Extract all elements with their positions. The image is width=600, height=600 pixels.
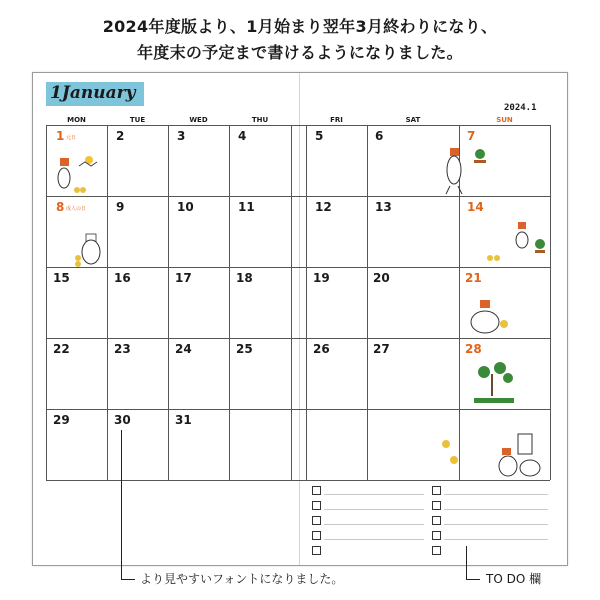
day-19[interactable]: 19 bbox=[313, 271, 330, 285]
grid-top-line bbox=[46, 125, 550, 126]
headline-line-2: 年度末の予定まで書けるようになりました。 bbox=[136, 43, 463, 62]
day-17[interactable]: 17 bbox=[175, 271, 192, 285]
weekday-thu: THU bbox=[251, 116, 269, 124]
todo-checkbox[interactable] bbox=[432, 501, 441, 510]
todo-line bbox=[444, 494, 548, 495]
day-11[interactable]: 11 bbox=[238, 200, 255, 214]
todo-line bbox=[324, 494, 424, 495]
todo-checkbox[interactable] bbox=[432, 486, 441, 495]
day-15[interactable]: 15 bbox=[53, 271, 70, 285]
day-20[interactable]: 20 bbox=[373, 271, 390, 285]
day-21[interactable]: 21 bbox=[465, 271, 482, 285]
todo-callout-line bbox=[466, 579, 480, 580]
headline-line-1: 2024年度版より、1月始まり翌年3月終わりになり、 bbox=[102, 17, 498, 36]
day-31[interactable]: 31 bbox=[175, 413, 192, 427]
planner-spine bbox=[299, 73, 300, 565]
font-callout-line bbox=[121, 430, 122, 580]
weekday-mon: MON bbox=[67, 116, 86, 124]
todo-checkbox[interactable] bbox=[312, 486, 321, 495]
character-sunrise-illustration bbox=[49, 152, 99, 196]
day-2[interactable]: 2 bbox=[116, 129, 125, 143]
day-6[interactable]: 6 bbox=[375, 129, 384, 143]
day-12[interactable]: 12 bbox=[315, 200, 332, 214]
todo-callout-line bbox=[466, 546, 467, 580]
day-14[interactable]: 14 bbox=[467, 200, 484, 214]
grid-col-line bbox=[46, 125, 47, 480]
todo-checkbox[interactable] bbox=[432, 531, 441, 540]
day-9[interactable]: 9 bbox=[116, 200, 125, 214]
day-1[interactable]: 1 bbox=[56, 129, 65, 143]
grid-col-line bbox=[168, 125, 169, 480]
holiday-label: 元日 bbox=[66, 135, 77, 141]
day-18[interactable]: 18 bbox=[236, 271, 253, 285]
day-3[interactable]: 3 bbox=[177, 129, 186, 143]
todo-checkbox[interactable] bbox=[312, 546, 321, 555]
day-30[interactable]: 30 bbox=[114, 413, 131, 427]
holiday-label: 成人の日 bbox=[66, 206, 87, 212]
weekday-sun: SUN bbox=[496, 116, 513, 124]
year-month-label: 2024.1 bbox=[504, 103, 537, 113]
day-24[interactable]: 24 bbox=[175, 342, 192, 356]
day-28[interactable]: 28 bbox=[465, 342, 482, 356]
todo-checkbox[interactable] bbox=[312, 501, 321, 510]
grid-col-line bbox=[107, 125, 108, 480]
character-waving-illustration bbox=[72, 228, 112, 268]
weekday-wed: WED bbox=[189, 116, 208, 124]
font-callout-line bbox=[121, 579, 135, 580]
todo-line bbox=[444, 509, 548, 510]
character-sitting-illustration bbox=[496, 430, 550, 480]
day-29[interactable]: 29 bbox=[53, 413, 70, 427]
grid-col-line bbox=[306, 125, 307, 480]
grid-col-line bbox=[229, 125, 230, 480]
day-7[interactable]: 7 bbox=[467, 129, 476, 143]
day-26[interactable]: 26 bbox=[313, 342, 330, 356]
todo-line bbox=[324, 539, 424, 540]
day-22[interactable]: 22 bbox=[53, 342, 70, 356]
grid-row-line bbox=[46, 196, 550, 197]
weekday-fri: FRI bbox=[330, 116, 343, 124]
todo-checkbox[interactable] bbox=[432, 516, 441, 525]
day-4[interactable]: 4 bbox=[238, 129, 247, 143]
todo-line bbox=[444, 539, 548, 540]
font-caption: より見やすいフォントになりました。 bbox=[140, 572, 344, 586]
day-10[interactable]: 10 bbox=[177, 200, 194, 214]
day-23[interactable]: 23 bbox=[114, 342, 131, 356]
day-5[interactable]: 5 bbox=[315, 129, 324, 143]
grid-row-line bbox=[46, 267, 550, 268]
todo-checkbox[interactable] bbox=[312, 531, 321, 540]
day-16[interactable]: 16 bbox=[114, 271, 131, 285]
grid-row-line bbox=[46, 338, 550, 339]
grid-col-line bbox=[291, 125, 292, 480]
character-with-plant-illustration bbox=[440, 140, 500, 196]
month-label: 1January bbox=[50, 83, 136, 103]
bonsai-tree-illustration bbox=[470, 360, 520, 408]
grid-row-line bbox=[46, 409, 550, 410]
weekday-tue: TUE bbox=[129, 116, 146, 124]
grid-col-line bbox=[367, 125, 368, 480]
day-27[interactable]: 27 bbox=[373, 342, 390, 356]
weekday-sat: SAT bbox=[405, 116, 421, 124]
todo-checkbox[interactable] bbox=[312, 516, 321, 525]
todo-caption: TO DO 欄 bbox=[486, 572, 542, 586]
day-8[interactable]: 8 bbox=[56, 200, 65, 214]
birds-illustration bbox=[438, 436, 466, 470]
day-25[interactable]: 25 bbox=[236, 342, 253, 356]
character-bonsai-illustration bbox=[482, 218, 548, 266]
todo-checkbox[interactable] bbox=[432, 546, 441, 555]
todo-line bbox=[324, 524, 424, 525]
todo-line bbox=[444, 524, 548, 525]
day-13[interactable]: 13 bbox=[375, 200, 392, 214]
grid-col-line bbox=[550, 125, 551, 480]
todo-line bbox=[324, 509, 424, 510]
character-peeking-illustration bbox=[460, 296, 520, 336]
